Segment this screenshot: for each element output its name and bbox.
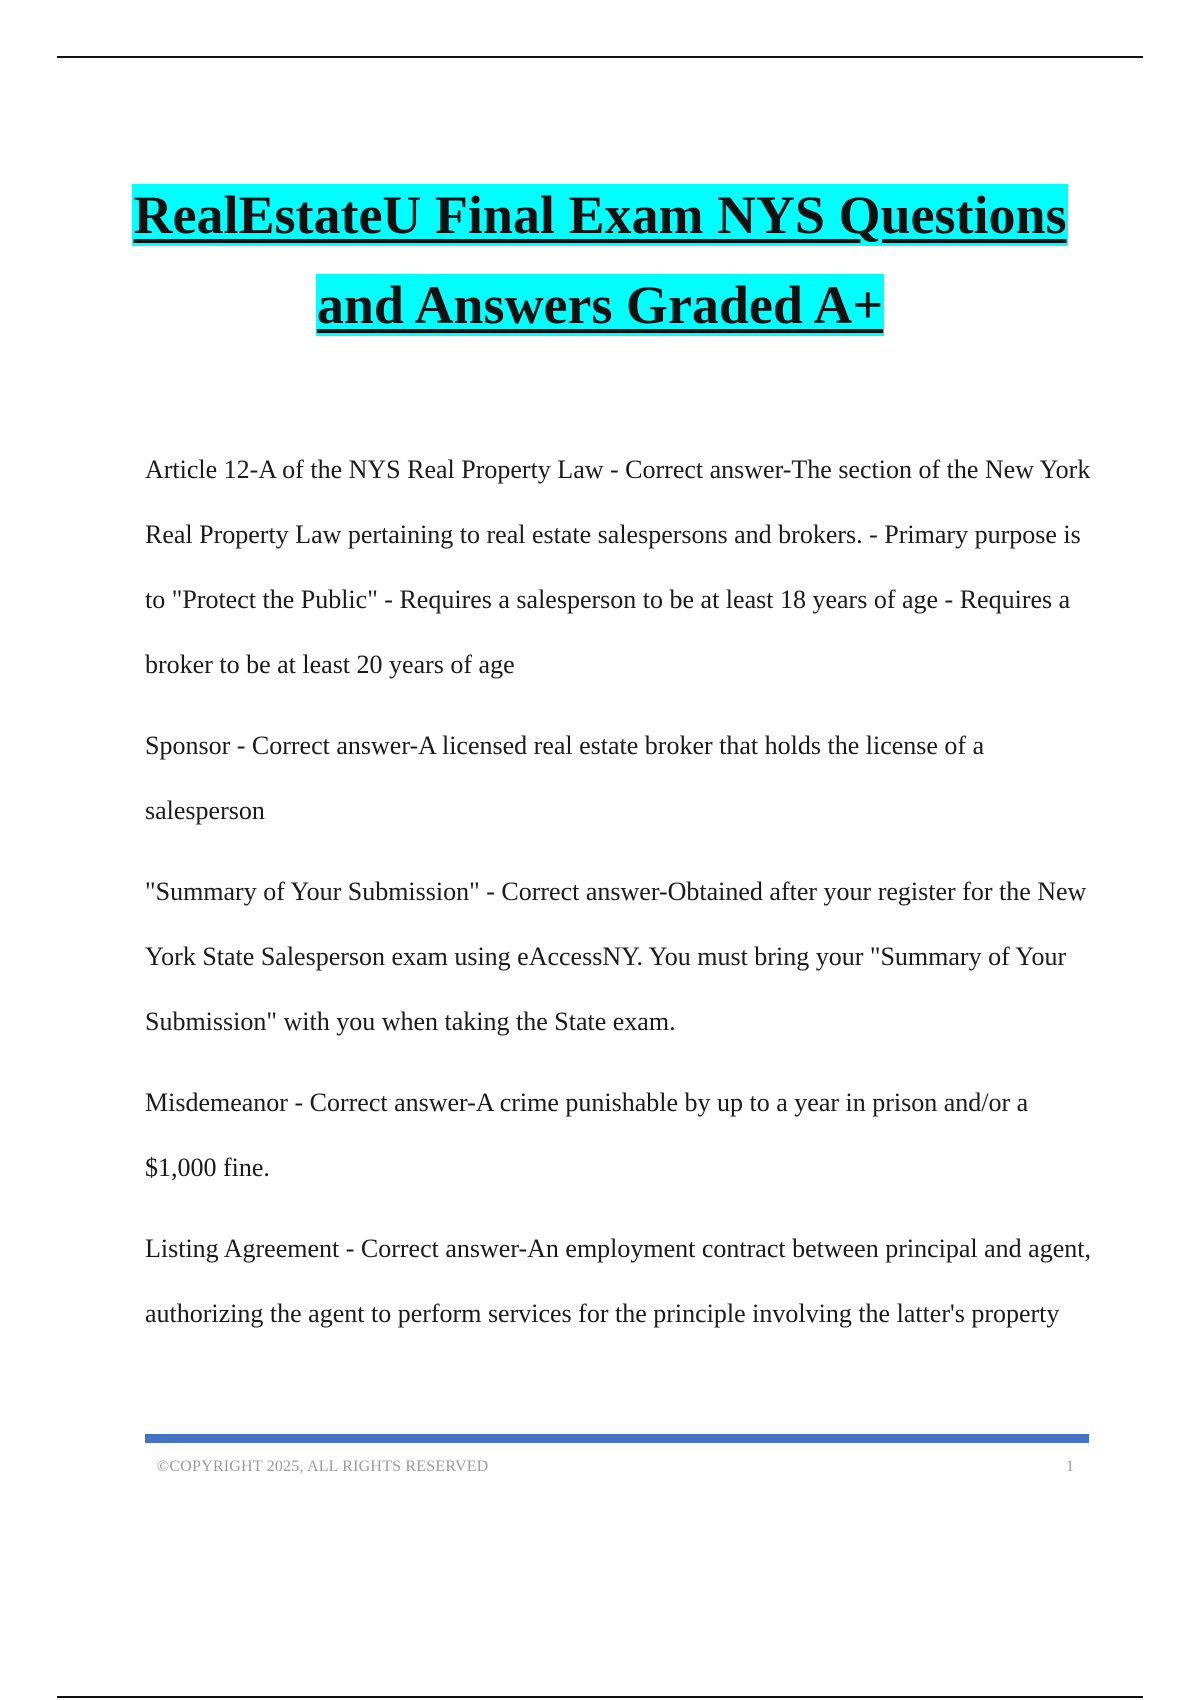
top-rule xyxy=(57,56,1143,58)
bottom-rule xyxy=(57,1696,1143,1698)
qa-entry-misdemeanor: Misdemeanor - Correct answer-A crime punishable by up to a year in prison and/or a $1,000 fine. xyxy=(145,1088,1029,1182)
qa-list xyxy=(145,437,1095,1362)
document-title xyxy=(0,170,1200,350)
qa-entry-summary-of-submission: "Summary of Your Submission" - Correct answer-Obtained after your register for the New York State Salesperson exam using eAccessNY. You must bring your "Summary of Your Submission" with you when taking the State exam. xyxy=(145,877,1087,1036)
qa-entry-listing-agreement: Listing Agreement - Correct answer-An employment contract between principal and agent, authorizing the agent to perform services for the principle involving the latter's property xyxy=(145,1234,1091,1328)
footer-copyright: ©COPYRIGHT 2025, ALL RIGHTS RESERVED xyxy=(157,1458,489,1475)
qa-entry-sponsor: Sponsor - Correct answer-A licensed real estate broker that holds the license of a salesperson xyxy=(145,731,985,825)
title-line-1: RealEstateU Final Exam NYS Questions xyxy=(133,185,1067,245)
title-line-2: and Answers Graded A+ xyxy=(316,275,884,335)
footer-page-number: 1 xyxy=(1066,1458,1074,1475)
footer-bar xyxy=(145,1434,1089,1443)
qa-entry-article-12a: Article 12-A of the NYS Real Property Law - Correct answer-The section of the New York Real Property Law pertaining to real estate salespersons and brokers. - Primary purpose is to "Protect the Public" - Requires a salesperson to be at least 18 years of age - Requires a broker to be at least 20 years of age xyxy=(145,455,1091,679)
